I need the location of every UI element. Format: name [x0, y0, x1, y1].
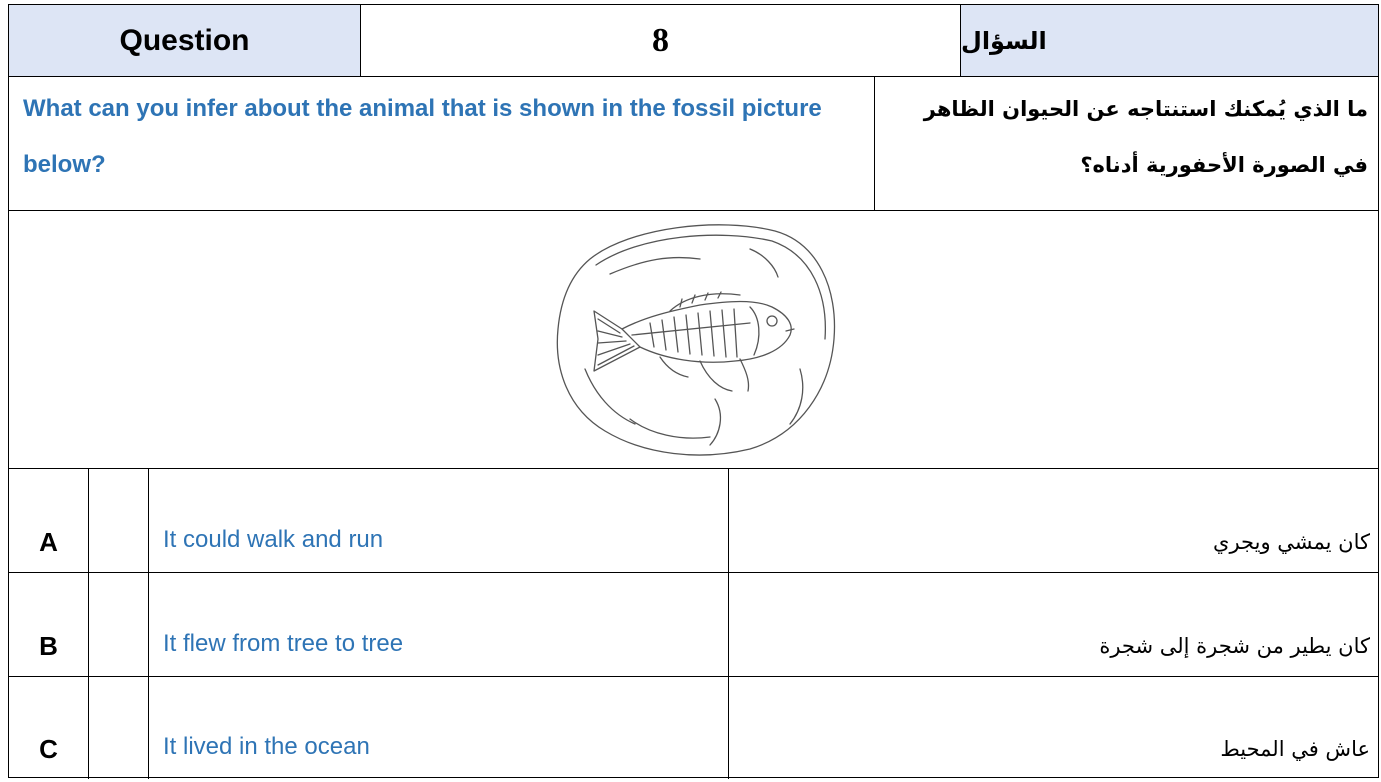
question-label-ar: السؤال: [961, 5, 1378, 76]
option-row-c[interactable]: [9, 677, 1378, 779]
option-text-ar: كان يطير من شجرة إلى شجرة: [1099, 634, 1370, 658]
question-number: 8: [361, 5, 961, 76]
option-text-en: It flew from tree to tree: [149, 573, 729, 676]
answer-box[interactable]: [89, 573, 149, 676]
option-text-en: It lived in the ocean: [149, 677, 729, 779]
option-letter: C: [9, 677, 89, 779]
option-text-en: It could walk and run: [149, 469, 729, 572]
question-text-ar: ما الذي يُمكنك استنتاجه عن الحيوان الظاهر في الصورة الأحفورية أدناه؟: [923, 97, 1368, 177]
option-text-ar: كان يمشي ويجري: [1213, 530, 1370, 554]
answer-box[interactable]: [89, 469, 149, 572]
question-header-row: [9, 5, 1378, 77]
answer-box[interactable]: [89, 677, 149, 779]
question-text-row: [9, 77, 1378, 211]
option-text-ar: عاش في المحيط: [1220, 737, 1370, 761]
option-letter: B: [9, 573, 89, 676]
option-row-a[interactable]: [9, 469, 1378, 573]
fish-fossil-icon: [550, 219, 840, 459]
option-row-b[interactable]: [9, 573, 1378, 677]
question-label-en: Question: [9, 5, 361, 76]
option-letter: A: [9, 469, 89, 572]
fossil-image-row: [9, 211, 1378, 469]
question-sheet: [8, 4, 1379, 778]
question-text-en: What can you infer about the animal that is shown in the fossil picture below?: [9, 77, 875, 210]
